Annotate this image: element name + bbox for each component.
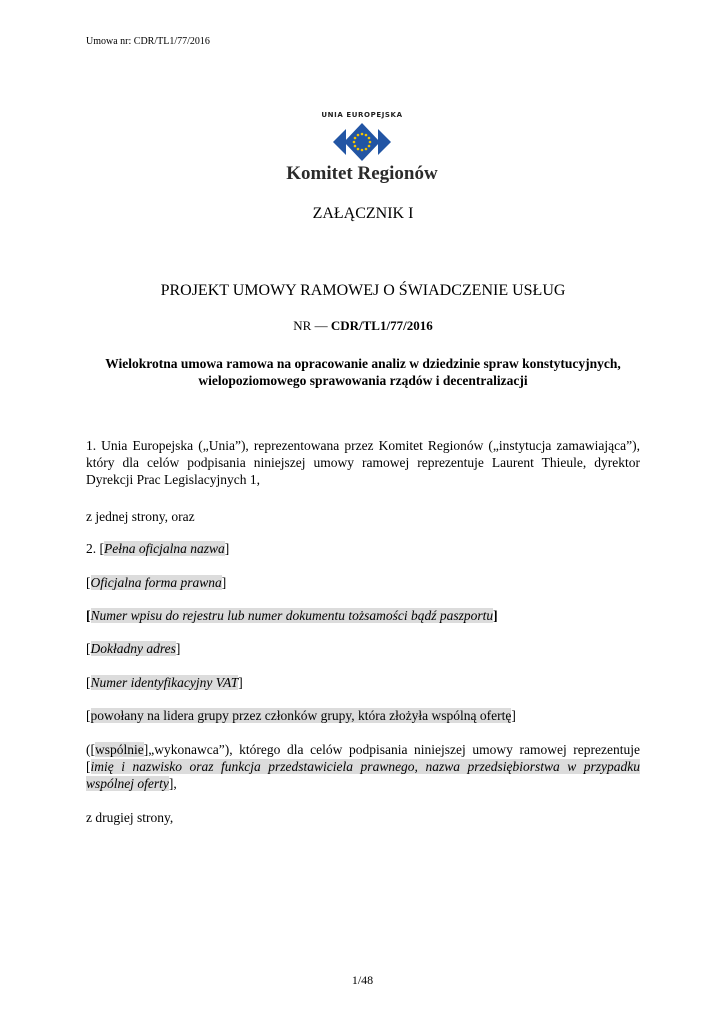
representative-placeholder: imię i nazwisko oraz funkcja przedstawiciela prawnego, nazwa przedsiębiorstwa w przypadku wspólnej oferty bbox=[86, 759, 640, 791]
logo-bottom-text: Komitet Regionów bbox=[286, 163, 438, 184]
contract-number-prefix: NR — bbox=[293, 318, 328, 333]
registry-placeholder: Numer wpisu do rejestru lub numer dokumentu tożsamości bądź paszportu bbox=[90, 608, 494, 623]
annex-title: ZAŁĄCZNIK I bbox=[312, 205, 414, 222]
one-side-text: z jednej strony, oraz bbox=[86, 509, 195, 524]
vat-line: [Numer identyfikacyjny VAT] bbox=[86, 675, 243, 690]
logo-top-text: UNIA EUROPEJSKA bbox=[321, 111, 403, 119]
committee-of-regions-logo bbox=[283, 108, 441, 188]
legal-form-line: [Oficjalna forma prawna] bbox=[86, 575, 227, 590]
legal-form-placeholder: Oficjalna forma prawna bbox=[90, 575, 222, 590]
contractor-text: „wykonawca”), którego dla celów podpisania niniejszej umowy ramowej reprezentuje [ bbox=[86, 742, 640, 774]
contract-reference: Umowa nr: CDR/TL1/77/2016 bbox=[86, 36, 210, 47]
project-title: PROJEKT UMOWY RAMOWEJ O ŚWIADCZENIE USŁUG bbox=[160, 282, 566, 299]
party-two-name-placeholder: Pełna oficjalna nazwa bbox=[104, 541, 225, 556]
contract-number-value: CDR/TL1/77/2016 bbox=[330, 318, 433, 333]
registry-line: [Numer wpisu do rejestru lub numer dokumentu tożsamości bądź paszportu] bbox=[86, 608, 498, 623]
group-leader-placeholder: powołany na lidera grupy przez członków grupy, która złożyła wspólną ofertę bbox=[90, 708, 512, 723]
contract-subtitle: Wielokrotna umowa ramowa na opracowanie analiz w dziedzinie spraw konstytucyjnych, wielopoziomowego sprawowania rządów i decentralizacji bbox=[105, 356, 621, 388]
eu-flag-diamond-icon bbox=[333, 123, 391, 161]
party-two-name-line: 2. [Pełna oficjalna nazwa] bbox=[86, 541, 230, 556]
page-number: 1/48 bbox=[351, 973, 374, 987]
jointly-placeholder: wspólnie bbox=[95, 742, 144, 757]
other-side-text: z drugiej strony, bbox=[86, 810, 174, 825]
contractor-paragraph: ([wspólnie]„wykonawca”), którego dla celów podpisania niniejszej umowy ramowej reprezentuje [imię i nazwisko oraz funkcja przedstawiciela prawnego, nazwa przedsiębiorstwa w przypadku wspólnej oferty], bbox=[86, 742, 640, 791]
group-leader-line: [powołany na lidera grupy przez członków grupy, która złożyła wspólną ofertę] bbox=[86, 708, 516, 723]
party-two-prefix: 2. [ bbox=[86, 541, 104, 556]
address-placeholder: Dokładny adres bbox=[90, 641, 176, 656]
vat-placeholder: Numer identyfikacyjny VAT bbox=[90, 675, 239, 690]
address-line: [Dokładny adres] bbox=[86, 641, 181, 656]
party-one-paragraph: 1. Unia Europejska („Unia”), reprezentowana przez Komitet Regionów („instytucja zamawiająca”), który dla celów podpisania niniejszej umowy ramowej reprezentuje Laurent Thieule, dyrektor Dyrekcji Prac Legislacyjnych 1, bbox=[86, 438, 640, 487]
contract-number bbox=[86, 318, 640, 334]
